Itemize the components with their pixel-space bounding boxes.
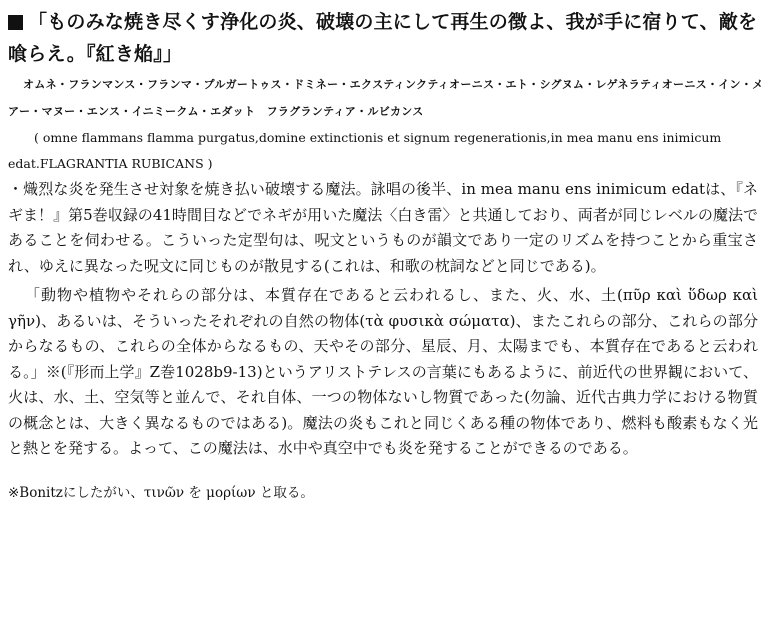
reading-line-2: アー・マヌー・エンス・イニミークム・エダット フラグランティア・ルビカンス — [8, 105, 424, 118]
incantation-line-2: 喰らえ。『紅き焔』」 — [8, 43, 183, 65]
reading-line-1: オムネ・フランマンス・フランマ・プルガートゥス・ドミネー・エクスティンクティオーニス・エト・シグヌム・レゲネラティオーニス・イン・メ — [23, 78, 764, 91]
katakana-reading — [8, 71, 764, 125]
incantation-heading — [8, 6, 758, 38]
latin-line-1: ( omne flammans flamma purgatus,domine extinctionis et signum regenerationis,in mea manu ens inimicum — [34, 130, 722, 145]
incantation-line-1: 「ものみな焼き尽くす浄化の炎、破壊の主にして再生の徴よ、我が手に宿りて、敵を — [28, 11, 758, 33]
paragraph-aristotle: 「動物や植物やそれらの部分は、本質存在であると云われるし、また、火、水、土(πῦρ καὶ ὕδωρ καὶ γῆν)、あるいは、そういったそれぞれの自然の物体(τὰ φυσικὰ σώματα)、またこれらの部分、これらの部分からなるもの、これらの全体からなるもの、天やその部分、星辰、月、太陽までも、本質存在であると云われる。」※(『形而上学』Z巻1028b9-13)というアリストテレスの言葉にもあるように、前近代の世界観において、火は、水、土、空気等と並んで、それ自体、一つの物体ないし物質であった(勿論、近代古典力学における物質の概念とは、大きく異なるものではある)。魔法の炎もこれと同じくある種の物体であり、燃料も酸素もなく光と熱とを発する。よって、この魔法は、水中や真空中でも炎を発することができるのである。 — [8, 286, 758, 457]
latin-text — [8, 125, 758, 177]
latin-line-2: edat.FLAGRANTIA RUBICANS ) — [8, 156, 213, 171]
paragraph-magic-description: ・熾烈な炎を発生させ対象を焼き払い破壊する魔法。詠唱の後半、in mea manu ens inimicum edatは、『ネギま！』第5巻収録の41時間目などでネギが用いた魔法〈白き雷〉と共通しており、両者が同じレベルの魔法であることを伺わせる。こういった定型句は、呪文というものが韻文であり一定のリズムを持つことから重宝され、ゆえに異なった呪文に同じものが散見する(これは、和歌の枕詞などと同じである)。 — [8, 180, 758, 275]
footnote: ※Bonitzにしたがい、τινῶν を μορίων と取る。 — [8, 484, 314, 501]
bullet-square-icon — [8, 15, 23, 30]
